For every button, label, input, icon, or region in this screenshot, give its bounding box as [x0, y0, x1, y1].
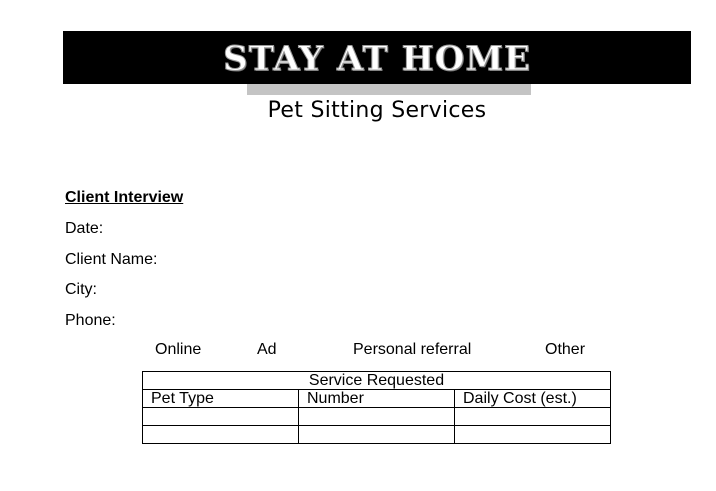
column-header-daily-cost: Daily Cost (est.): [455, 390, 611, 408]
table-caption-row: [143, 372, 611, 390]
table-cell-daily-cost[interactable]: [455, 426, 611, 444]
table-row: [143, 426, 611, 444]
table-cell-pet-type[interactable]: [143, 426, 299, 444]
referral-option-other: Other: [545, 341, 586, 358]
field-label-client-name: Client Name:: [65, 251, 158, 268]
table-cell-number[interactable]: [299, 408, 455, 426]
referral-option-online: Online: [155, 341, 202, 358]
column-header-pet-type: Pet Type: [143, 390, 299, 408]
field-label-date: Date:: [65, 220, 104, 237]
table-cell-pet-type[interactable]: [143, 408, 299, 426]
service-requested-table: [142, 371, 611, 444]
table-cell-number[interactable]: [299, 426, 455, 444]
field-label-phone: Phone:: [65, 312, 116, 329]
referral-option-personal-referral: Personal referral: [353, 341, 472, 358]
section-heading: Client Interview: [65, 189, 184, 206]
table-row: [143, 408, 611, 426]
column-header-number: Number: [299, 390, 455, 408]
referral-option-ad: Ad: [257, 341, 277, 358]
table-cell-daily-cost[interactable]: [455, 408, 611, 426]
table-header-row: [143, 390, 611, 408]
field-label-city: City:: [65, 281, 97, 298]
title-banner-shadow: [247, 84, 531, 95]
table-caption: Service Requested: [143, 372, 611, 390]
document-subtitle: Pet Sitting Services: [267, 98, 487, 123]
document-title: STAY AT HOME: [223, 39, 531, 79]
